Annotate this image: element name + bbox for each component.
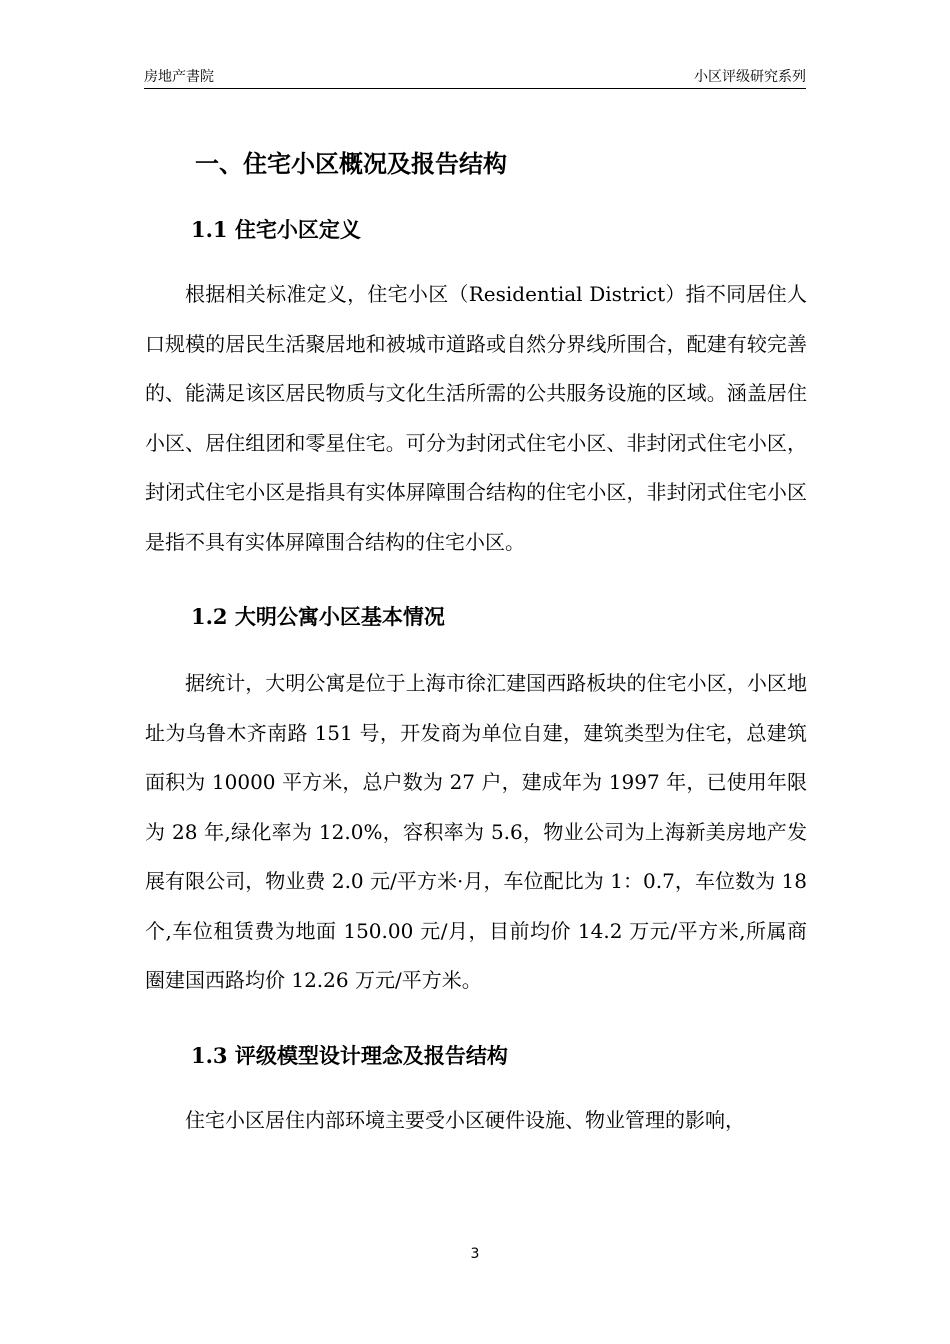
header-publisher: 房地产書院 — [144, 69, 214, 85]
paragraph-model-design: 住宅小区居住内部环境主要受小区硬件设施、物业管理的影响， — [185, 1107, 745, 1132]
header-series-title: 小区评级研究系列 — [694, 69, 806, 85]
paragraph-basic-info: 据统计，大明公寓是位于上海市徐汇建国西路板块的住宅小区，小区地址为乌鲁木齐南路 151 号，开发商为单位自建，建筑类型为住宅，总建筑面积为 10000 平方米，总户数为 27 户，建成年为 1997 年，已使用年限为 28 年,绿化率为 12.0%，容积率为 5.6，物业公司为上海新美房地产发展有限公司，物业费 2.0 元/平方米·月，车位配比为 1：0.7，车位数为 18 个,车位租赁费为地面 150.00 元/月，目前均价 14.2 万元/平方米,所属商圈建国西路均价 12.26 万元/平方米。 — [145, 671, 807, 992]
page-header — [144, 66, 806, 89]
document-body — [145, 144, 807, 1145]
page-number: 3 — [470, 1246, 480, 1262]
section-title: 一、住宅小区概况及报告结构 — [195, 149, 507, 178]
subsection-heading-1-3: 1.3 评级模型设计理念及报告结构 — [191, 1042, 508, 1068]
paragraph-definition: 根据相关标准定义，住宅小区（Residential District）指不同居住人口规模的居民生活聚居地和被城市道路或自然分界线所围合，配建有较完善的、能满足该区居民物质与文化生活所需的公共服务设施的区域。涵盖居住小区、居住组团和零星住宅。可分为封闭式住宅小区、非封闭式住宅小区，封闭式住宅小区是指具有实体屏障围合结构的住宅小区，非封闭式住宅小区是指不具有实体屏障围合结构的住宅小区。 — [145, 282, 807, 554]
subsection-heading-1-2: 1.2 大明公寓小区基本情况 — [191, 604, 445, 629]
subsection-heading-1-1: 1.1 住宅小区定义 — [191, 217, 361, 242]
